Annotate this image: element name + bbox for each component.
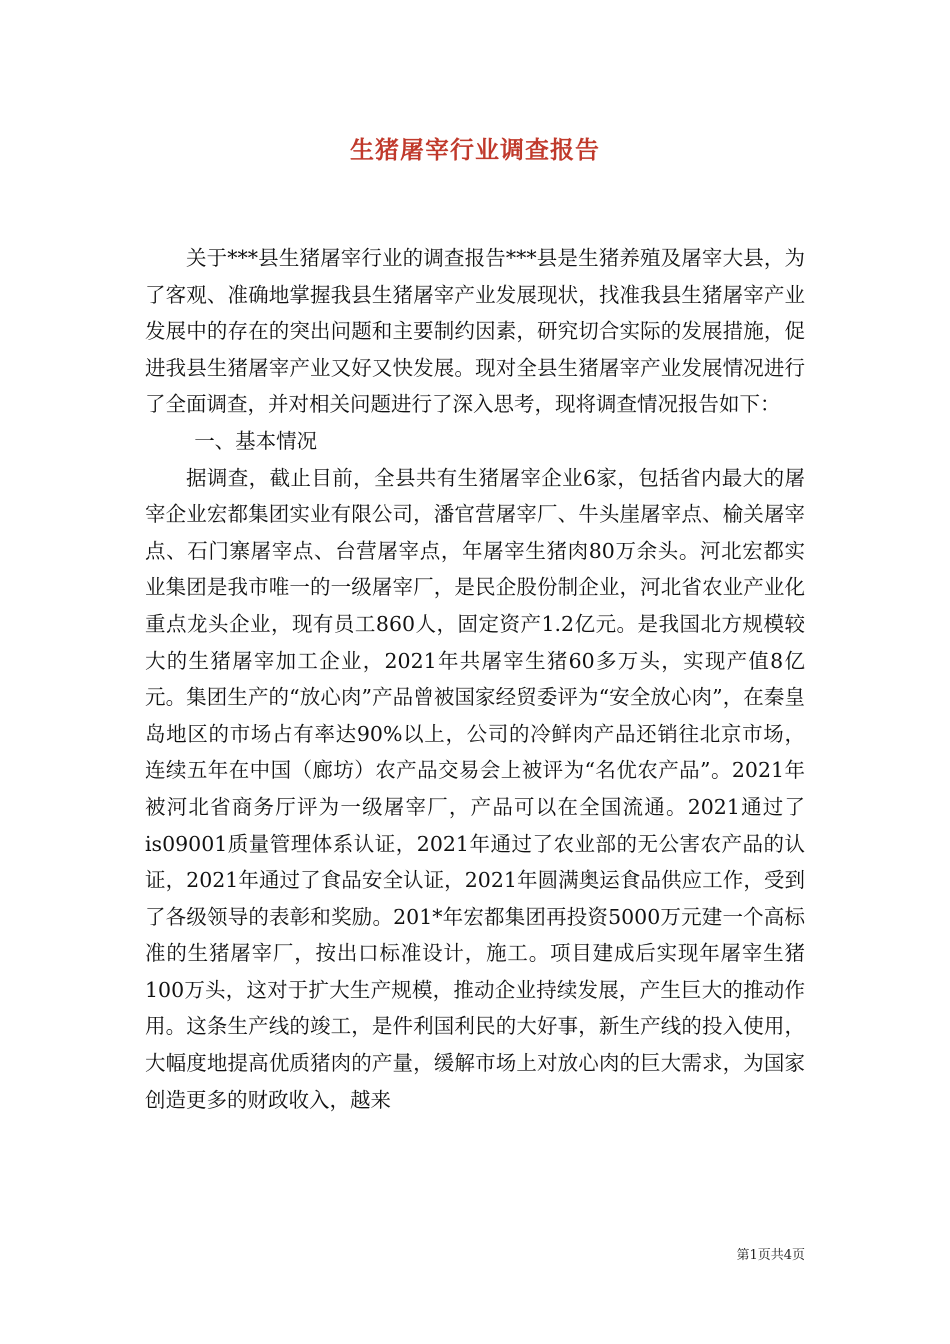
document-body: [145, 240, 805, 1118]
page-indicator: 第1页共4页: [736, 1248, 805, 1263]
document-title: 生猪屠宰行业调查报告: [350, 135, 600, 164]
section-heading-basic-situation: 一、基本情况: [194, 428, 318, 453]
basic-situation-paragraph: 据调查，截止目前，全县共有生猪屠宰企业6家，包括省内最大的屠宰企业宏都集团实业有限公司，潘官营屠宰厂、牛头崖屠宰点、榆关屠宰点、石门寨屠宰点、台营屠宰点，年屠宰生猪肉80万余头。河北宏都实业集团是我市唯一的一级屠宰厂，是民企股份制企业，河北省农业产业化重点龙头企业，现有员工860人，固定资产1.2亿元。是我国北方规模较大的生猪屠宰加工企业，2021年共屠宰生猪60多万头，实现产值8亿元。集团生产的“放心肉”产品曾被国家经贸委评为“安全放心肉”，在秦皇岛地区的市场占有率达90%以上，公司的冷鲜肉产品还销往北京市场，连续五年在中国（廊坊）农产品交易会上被评为“名优农产品”。2021年被河北省商务厅评为一级屠宰厂，产品可以在全国流通。2021通过了is09001质量管理体系认证，2021年通过了农业部的无公害农产品的认证，2021年通过了食品安全认证，2021年圆满奥运食品供应工作，受到了各级领导的表彰和奖励。201*年宏都集团再投资5000万元建一个高标准的生猪屠宰厂，按出口标准设计，施工。项目建成后实现年屠宰生猪100万头，这对于扩大生产规模，推动企业持续发展，产生巨大的推动作用。这条生产线的竣工，是件利国利民的大好事，新生产线的投入使用，大幅度地提高优质猪肉的产量，缓解市场上对放心肉的巨大需求，为国家创造更多的财政收入，越来: [145, 465, 805, 1112]
intro-paragraph: 关于***县生猪屠宰行业的调查报告***县是生猪养殖及屠宰大县，为了客观、准确地掌握我县生猪屠宰产业发展现状，找准我县生猪屠宰产业发展中的存在的突出问题和主要制约因素，研究切合实际的发展措施，促进我县生猪屠宰产业又好又快发展。现对全县生猪屠宰产业发展情况进行了全面调查，并对相关问题进行了深入思考，现将调查情况报告如下：: [145, 246, 805, 417]
